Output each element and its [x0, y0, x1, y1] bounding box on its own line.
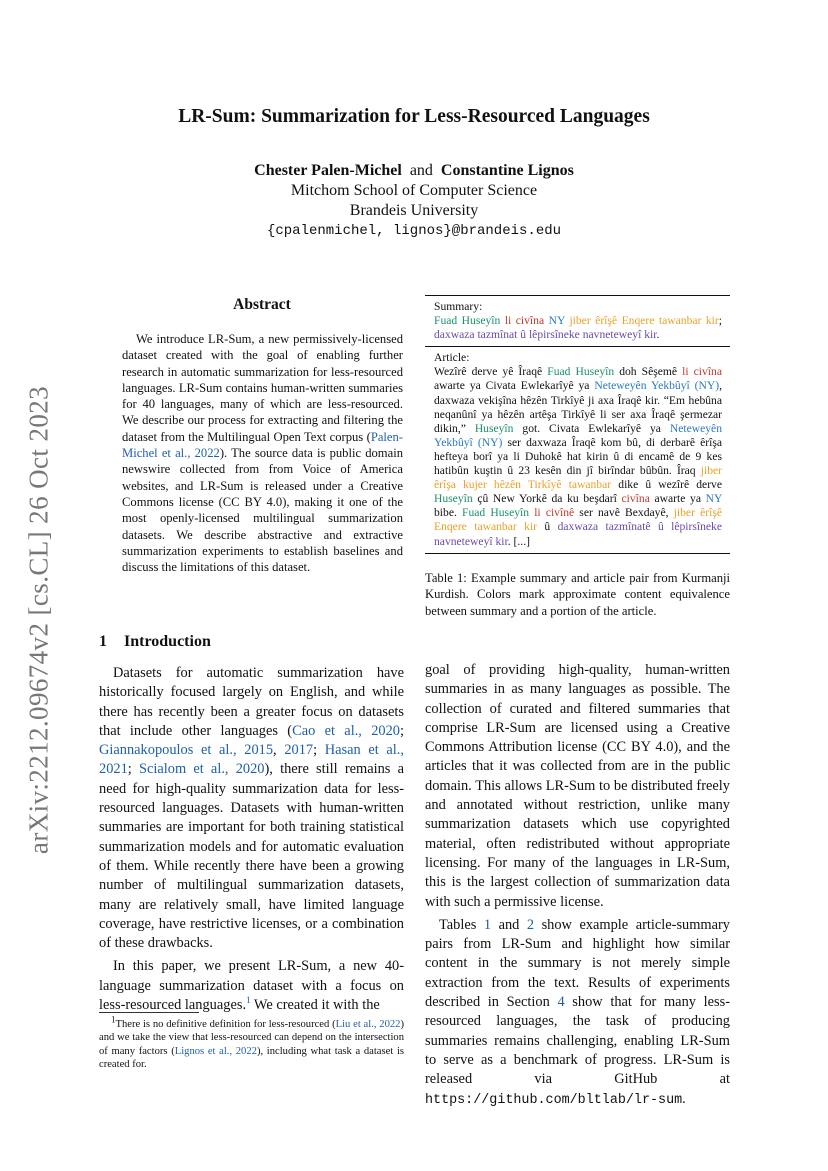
abstract-heading: Abstract: [233, 296, 291, 313]
table-ref-link[interactable]: 1: [483, 916, 492, 933]
article-cell: Article: Wezîrê derve yê Îraqê Fuad Huseyîn doh Sêşemê li civîna awarte ya Civata Ewlekarîyê ya Neteweyên Yekbûyî (NY), daxwaza vekişîna hêzên Tirkîyê ji axa Îraqê kir. “Em hebûna neqanûnî ya hêzên artêşa Tirkîyê li ser axa Îraqê şermezar dikin,” Huseyîn got. Civata Ewlekarîyê ya Neteweyên Yekbûyî (NY) ser daxwaza Îraqê kom bû, di derbarê êrîşa hefteya borî ya li Duhokê hat kirin û di encamê de 9 kes hatibûn kuştin û 23 kesên din jî birîndar bûbûn. Îraq jiber êrîşa kujer hêzên Tirkîyê tawanbar dike û wezîrê derve Huseyîn çû New Yorkê da ku beşdarî civîna awarte ya NY bibe. Fuad Huseyîn li civînê ser navê Bexdayê, jiber êrîşê Enqere tawanbar kir û daxwaza tazmînatê û lêpirsîneke navneteweyî kir. [...]: [434, 351, 723, 548]
citation-link[interactable]: Cao et al., 2020: [292, 722, 400, 739]
footnote-marker[interactable]: 1: [246, 995, 251, 1006]
abstract-body: We introduce LR-Sum, a new permissively-licensed dataset created with the goal of enabling further research in automatic summarization for less-resourced languages. LR-Sum contains human-written summaries for 40 languages, many of which are less-resourced. We describe our process for extracting and filtering the dataset from the Multilingual Open Text corpus (Palen-Michel et al., 2022). The source data is public domain newswire collected from from Voice of America websites, and LR-Sum is released under a Creative Commons license (CC BY 4.0), making it one of the most openly-licensed multilingual summarization datasets. We describe abstractive and extractive summarization experiments to establish baselines and discuss the limitations of this dataset.: [122, 332, 403, 575]
citation-link[interactable]: Palen-Michel et al., 2022: [122, 429, 403, 461]
author-email: {cpalenmichel, lignos}@brandeis.edu: [266, 223, 562, 239]
table-ref-link[interactable]: 2: [526, 916, 535, 933]
citation-link[interactable]: Hasan et al., 2021: [99, 742, 404, 778]
affiliation: Mitchom School of Computer Science: [290, 182, 538, 199]
table-caption: Table 1: Example summary and article pair from Kurmanji Kurdish. Colors mark approximate content equivalence between summary and a portion of the article.: [425, 571, 730, 618]
summary-cell: Summary: Fuad Huseyîn li civîna NY jiber êrîşê Enqere tawanbar kir; daxwaza tazmînat û lêpirsîneke navneteweyî kir.: [434, 300, 722, 342]
footnote: $^1$There is no definitive definition for less-resourced (Liu et al., 2022) and we take the view that less-resourced can depend on the intersection of many factors (Lignos et al., 2022), including what task a dataset is created for.: [99, 1014, 405, 1071]
citation-link[interactable]: Lignos et al., 2022: [174, 1045, 257, 1057]
author-conjunction: and: [409, 162, 433, 179]
author-name: Chester Palen-Michel: [254, 162, 402, 179]
citation-link[interactable]: 2017: [284, 742, 314, 759]
author-block: [0, 161, 828, 241]
affiliation: Brandeis University: [349, 202, 479, 219]
example-table: [425, 295, 730, 554]
paper-title: LR-Sum: Summarization for Less-Resourced Languages: [178, 106, 650, 127]
footnote-divider: [99, 1012, 199, 1013]
section-heading: 1 Introduction: [99, 633, 211, 650]
citation-link[interactable]: Scialom et al., 2020: [138, 761, 265, 778]
citation-link[interactable]: Liu et al., 2022: [335, 1019, 401, 1030]
summary-label: Summary:: [434, 300, 483, 313]
author-name: Constantine Lignos: [440, 162, 574, 179]
intro-right-column: goal of providing high-quality, human-written summaries in as many languages as possible. The collection of curated and filtered summaries that comprise LR-Sum are licensed using a Creative Commons Attribution license (CC BY 4.0), and the articles that it was collected from are in the public domain. This allows LR-Sum to be distributed freely and annotated without restriction, unlike many summarization datasets which use copyrighted material, often redistributed without appropriate licensing. For many of the languages in LR-Sum, this is the largest collection of summarization data with such a permissive license. Tables 1 and 2 show example article-summary pairs from LR-Sum and highlight how similar content in the summary is not merely simple extraction from the text. Results of experiments described in Section 4 show that for many less-resourced languages, the task of producing summaries remains challenging, enabling LR-Sum to serve as a benchmark of progress. LR-Sum is released via GitHub at https://github.com/bltlab/lr-sum.: [425, 662, 730, 1108]
citation-link[interactable]: Giannakopoulos et al., 2015: [99, 742, 274, 759]
section-ref-link[interactable]: 4: [557, 994, 565, 1011]
article-label: Article:: [434, 351, 470, 365]
github-url-link[interactable]: https://github.com/bltlab/lr-sum: [425, 1092, 683, 1108]
arxiv-stamp: arXiv:2212.09674v2 [cs.CL] 26 Oct 2023: [23, 385, 54, 855]
intro-left-column: Datasets for automatic summarization have historically focused largely on English, and while there has recently been a greater focus on datasets that include other languages (Cao et al., 2020; Giannakopoulos et al., 2015, 2017; Hasan et al., 2021; Scialom et al., 2020), there still remains a need for high-quality summarization data for less-resourced languages. Datasets with human-written summaries are important for both training statistical summarization models and for automatic evaluation of them. While recently there have been a growing number of multilingual summarization datasets, many are relatively small, have limited language coverage, have restrictive licenses, or a combination of these drawbacks. In this paper, we present LR-Sum, a new 40-language summarization dataset with a focus on less-resourced languages.$^1$ We created it with the: [99, 665, 404, 1014]
